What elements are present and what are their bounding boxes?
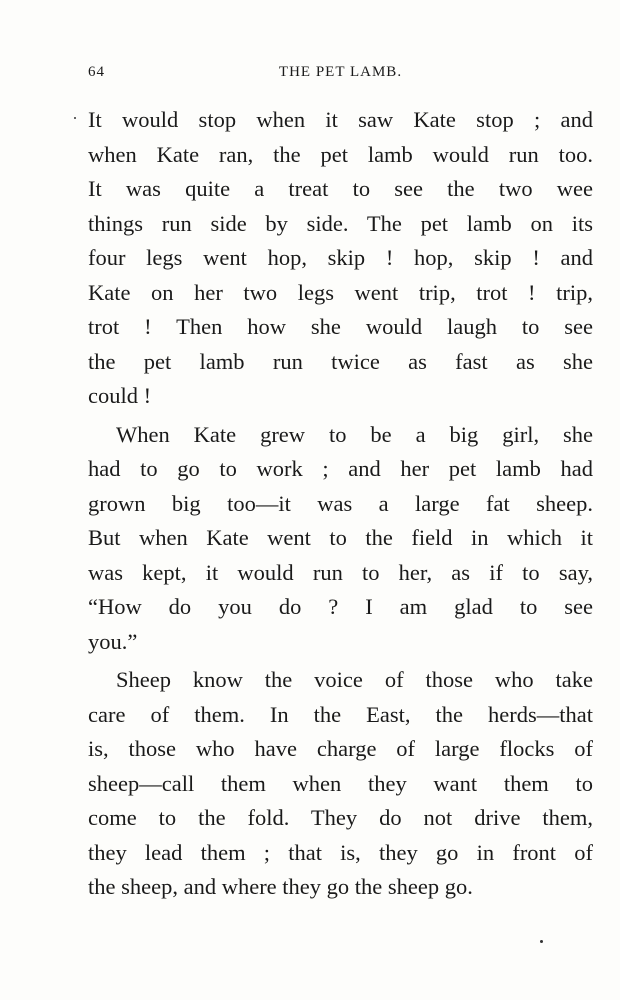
text-line: sheep—call them when they want them to	[88, 770, 593, 796]
text-line: things run side by side. The pet lamb on its	[88, 210, 593, 236]
text-line: When Kate grew to be a big girl, she	[116, 421, 593, 447]
ink-speck	[540, 940, 543, 943]
text-line: you.”	[88, 628, 138, 654]
text-line: Sheep know the voice of those who take	[116, 667, 593, 692]
body-text	[88, 103, 593, 905]
running-title: THE PET LAMB.	[278, 64, 403, 80]
text-line: care of them. In the East, the herds—that	[88, 701, 593, 727]
text-line: It would stop when it saw Kate stop ; and	[88, 107, 593, 132]
text-line: grown big too—it was a large fat sheep.	[88, 490, 593, 516]
text-line: could !	[88, 383, 152, 408]
text-line: they lead them ; that is, they go in front of	[88, 839, 593, 865]
text-line: the pet lamb run twice as fast as she	[88, 348, 593, 374]
text-line: But when Kate went to the field in which it	[88, 525, 593, 550]
text-line: Kate on her two legs went trip, trot ! trip,	[88, 279, 593, 305]
text-line: come to the fold. They do not drive them,	[88, 805, 593, 830]
page-header	[88, 64, 593, 86]
text-line: four legs went hop, skip ! hop, skip ! and	[88, 245, 593, 270]
page-number: 64	[88, 64, 105, 80]
text-line: was kept, it would run to her, as if to say,	[88, 559, 593, 585]
paragraph	[88, 418, 593, 660]
text-line: It was quite a treat to see the two wee	[88, 176, 593, 201]
paragraph	[88, 663, 593, 905]
paragraph	[88, 103, 593, 414]
text-line: when Kate ran, the pet lamb would run too.	[88, 141, 593, 167]
text-line: the sheep, and where they go the sheep go.	[88, 874, 473, 899]
text-line: had to go to work ; and her pet lamb had	[88, 456, 593, 481]
text-line: trot ! Then how she would laugh to see	[88, 314, 593, 339]
text-line: “How do you do ? I am glad to see	[88, 594, 593, 619]
text-line: is, those who have charge of large flocks of	[88, 736, 593, 761]
ink-speck	[74, 117, 76, 119]
